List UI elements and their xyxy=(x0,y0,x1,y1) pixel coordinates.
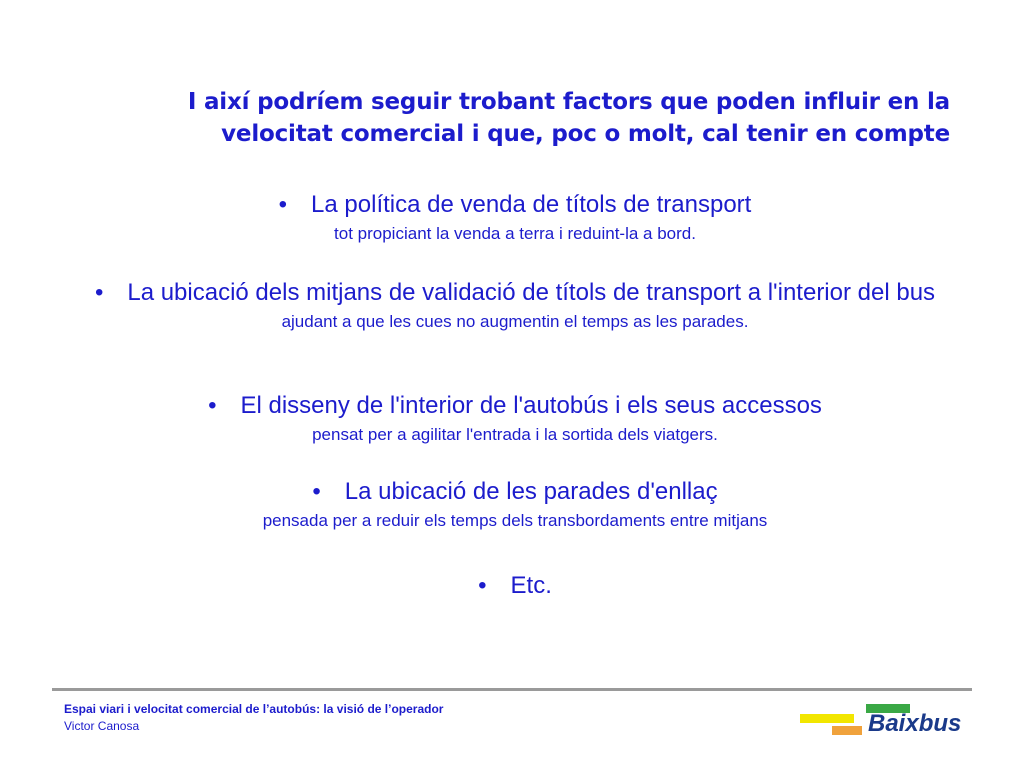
bullet-item xyxy=(80,478,950,532)
bullet-text: La ubicació de les parades d'enllaç xyxy=(344,478,718,505)
logo-orange-bar xyxy=(832,726,862,735)
bullet-dot-icon: • xyxy=(478,572,487,599)
bullet-text: El disseny de l'interior de l'autobús i els seus accessos xyxy=(240,392,822,419)
bullet-item xyxy=(80,572,950,600)
bullet-item xyxy=(80,279,950,333)
logo-yellow-bar xyxy=(800,714,854,723)
bullet-line xyxy=(80,191,950,219)
bullet-dot-icon: • xyxy=(312,478,321,505)
bullet-text: Etc. xyxy=(510,572,552,599)
footer-author: Victor Canosa xyxy=(64,719,140,733)
bullet-line xyxy=(80,392,950,420)
logo-text: Baixbus xyxy=(868,710,962,737)
bullet-item xyxy=(80,191,950,245)
bullet-text: La ubicació dels mitjans de validació de títols de transport a l'interior del bus xyxy=(127,279,936,306)
bullet-subtext: pensada per a reduir els temps dels transbordaments entre mitjans xyxy=(262,511,768,530)
bullet-line xyxy=(80,279,950,307)
bullet-subtext: ajudant a que les cues no augmentin el temps as les parades. xyxy=(281,312,749,331)
bullet-dot-icon: • xyxy=(208,392,217,419)
footer-divider xyxy=(52,688,972,691)
bullet-text: La política de venda de títols de transport xyxy=(311,191,752,218)
bullet-dot-icon: • xyxy=(94,279,104,306)
bullet-item xyxy=(80,392,950,446)
bullet-line xyxy=(80,478,950,506)
footer-title: Espai viari i velocitat comercial de l’autobús: la visió de l’operador xyxy=(64,702,444,716)
bullet-subtext: pensat per a agilitar l'entrada i la sortida dels viatgers. xyxy=(312,425,718,444)
bullet-line xyxy=(80,572,950,600)
bullet-dot-icon: • xyxy=(278,191,288,218)
baixbus-logo xyxy=(800,700,970,740)
bullet-subtext: tot propiciant la venda a terra i reduint-la a bord. xyxy=(334,224,696,243)
slide-title: I així podríem seguir trobant factors que poden influir en la velocitat comercial i que, poc o molt, cal tenir en compte xyxy=(187,89,950,147)
